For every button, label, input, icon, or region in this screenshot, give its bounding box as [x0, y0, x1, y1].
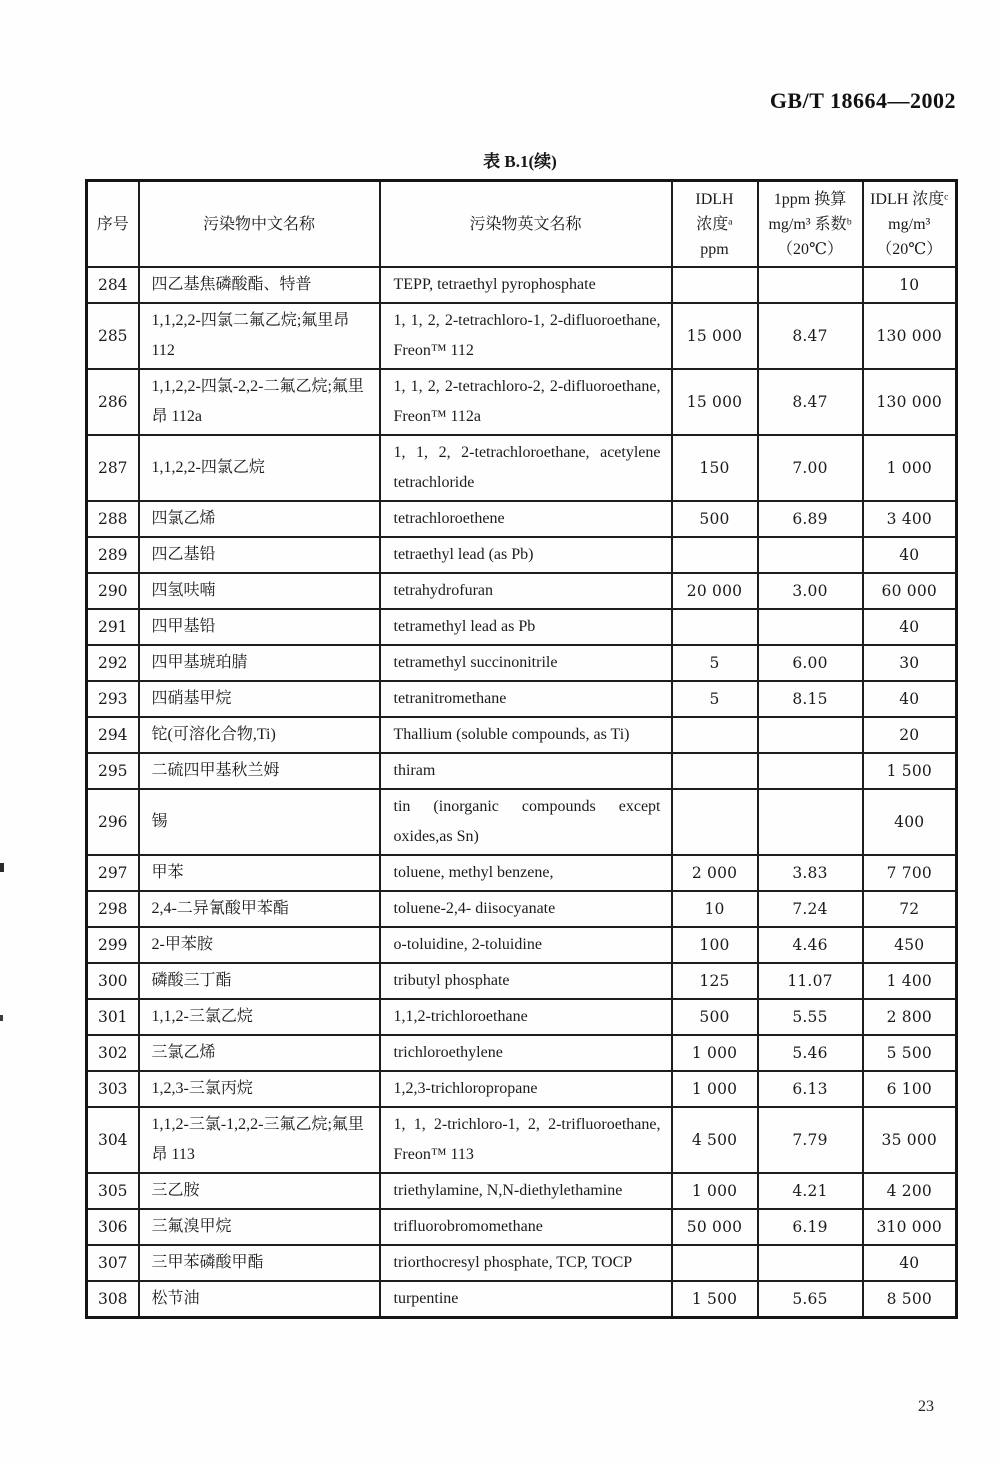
cell-idlh-ppm: [672, 609, 758, 645]
header-chinese-name: [139, 181, 380, 268]
cell-serial-number: 292: [87, 645, 139, 681]
cell-idlh-ppm: 50 000: [672, 1209, 758, 1245]
cell-conversion-factor: 7.24: [758, 891, 863, 927]
cell-conversion-factor: [758, 717, 863, 753]
table-row: [87, 1107, 957, 1173]
cell-serial-number: 299: [87, 927, 139, 963]
scan-artifact: [0, 1015, 3, 1021]
cell-serial-number: 307: [87, 1245, 139, 1281]
cell-idlh-ppm: 1 000: [672, 1035, 758, 1071]
cell-conversion-factor: [758, 267, 863, 303]
cell-idlh-mg: 130 000: [863, 369, 957, 435]
cell-conversion-factor: 8.15: [758, 681, 863, 717]
cell-serial-number: 306: [87, 1209, 139, 1245]
header-conversion-factor-line2: mg/m³ 系数ᵇ: [768, 215, 852, 233]
cell-chinese-name: 2,4-二异氰酸甲苯酯: [139, 891, 380, 927]
cell-serial-number: 294: [87, 717, 139, 753]
cell-idlh-ppm: [672, 717, 758, 753]
cell-idlh-ppm: 1 000: [672, 1173, 758, 1209]
cell-idlh-ppm: 10: [672, 891, 758, 927]
header-serial-number-label: 序号: [96, 215, 129, 233]
cell-idlh-ppm: [672, 267, 758, 303]
header-conversion-factor: [758, 181, 863, 268]
cell-idlh-mg: 4 200: [863, 1173, 957, 1209]
cell-english-name: tetramethyl lead as Pb: [380, 609, 672, 645]
cell-idlh-ppm: [672, 1245, 758, 1281]
cell-idlh-ppm: 20 000: [672, 573, 758, 609]
cell-serial-number: 308: [87, 1281, 139, 1318]
cell-conversion-factor: 3.00: [758, 573, 863, 609]
cell-conversion-factor: 3.83: [758, 855, 863, 891]
cell-conversion-factor: 6.89: [758, 501, 863, 537]
cell-conversion-factor: 4.21: [758, 1173, 863, 1209]
cell-english-name: tetrachloroethene: [380, 501, 672, 537]
cell-chinese-name: 四乙基焦磷酸酯、特普: [139, 267, 380, 303]
cell-idlh-mg: 3 400: [863, 501, 957, 537]
cell-idlh-mg: 60 000: [863, 573, 957, 609]
cell-idlh-mg: 40: [863, 1245, 957, 1281]
cell-serial-number: 293: [87, 681, 139, 717]
cell-idlh-ppm: 1 000: [672, 1071, 758, 1107]
cell-idlh-ppm: 500: [672, 999, 758, 1035]
cell-idlh-mg: 7 700: [863, 855, 957, 891]
table-row: [87, 609, 957, 645]
cell-serial-number: 290: [87, 573, 139, 609]
cell-english-name: Thallium (soluble compounds, as Ti): [380, 717, 672, 753]
cell-english-name: 1,1,2-trichloroethane: [380, 999, 672, 1035]
cell-serial-number: 301: [87, 999, 139, 1035]
cell-idlh-ppm: [672, 537, 758, 573]
cell-english-name: TEPP, tetraethyl pyrophosphate: [380, 267, 672, 303]
table-title: 表 B.1(续): [483, 152, 557, 171]
cell-conversion-factor: 7.79: [758, 1107, 863, 1173]
cell-idlh-ppm: 5: [672, 681, 758, 717]
cell-serial-number: 295: [87, 753, 139, 789]
table-row: [87, 927, 957, 963]
header-idlh-ppm-line2: 浓度ᵃ: [696, 215, 733, 233]
header-english-name-label: 污染物英文名称: [469, 215, 582, 233]
header-conversion-factor-line1: 1ppm 换算: [773, 190, 847, 208]
cell-idlh-mg: 310 000: [863, 1209, 957, 1245]
cell-conversion-factor: 4.46: [758, 927, 863, 963]
cell-conversion-factor: 5.65: [758, 1281, 863, 1318]
cell-chinese-name: 1,2,3-三氯丙烷: [139, 1071, 380, 1107]
table-row: [87, 1035, 957, 1071]
table-row: [87, 501, 957, 537]
cell-conversion-factor: [758, 789, 863, 855]
cell-conversion-factor: 5.55: [758, 999, 863, 1035]
cell-serial-number: 289: [87, 537, 139, 573]
cell-chinese-name: 三乙胺: [139, 1173, 380, 1209]
cell-idlh-mg: 130 000: [863, 303, 957, 369]
cell-serial-number: 298: [87, 891, 139, 927]
cell-serial-number: 305: [87, 1173, 139, 1209]
cell-serial-number: 291: [87, 609, 139, 645]
cell-english-name: 1, 1, 2, 2-tetrachloro-2, 2-difluoroethane, Freon™ 112a: [380, 369, 672, 435]
cell-chinese-name: 三甲苯磷酸甲酯: [139, 1245, 380, 1281]
table-row: [87, 855, 957, 891]
header-chinese-name-label: 污染物中文名称: [202, 215, 315, 233]
cell-chinese-name: 四甲基琥珀腈: [139, 645, 380, 681]
cell-idlh-mg: 2 800: [863, 999, 957, 1035]
cell-idlh-mg: 40: [863, 537, 957, 573]
cell-conversion-factor: [758, 537, 863, 573]
cell-idlh-ppm: 5: [672, 645, 758, 681]
table-row: [87, 1071, 957, 1107]
cell-english-name: thiram: [380, 753, 672, 789]
cell-idlh-mg: 40: [863, 681, 957, 717]
header-english-name: [380, 181, 672, 268]
table-row: [87, 645, 957, 681]
cell-chinese-name: 1,1,2,2-四氯-2,2-二氟乙烷;氟里昂 112a: [139, 369, 380, 435]
cell-serial-number: 300: [87, 963, 139, 999]
table-row: [87, 963, 957, 999]
cell-english-name: o-toluidine, 2-toluidine: [380, 927, 672, 963]
cell-idlh-mg: 10: [863, 267, 957, 303]
cell-serial-number: 288: [87, 501, 139, 537]
cell-chinese-name: 2-甲苯胺: [139, 927, 380, 963]
cell-english-name: trichloroethylene: [380, 1035, 672, 1071]
cell-english-name: 1,2,3-trichloropropane: [380, 1071, 672, 1107]
table-body: [87, 267, 957, 1318]
cell-conversion-factor: 5.46: [758, 1035, 863, 1071]
cell-idlh-ppm: 4 500: [672, 1107, 758, 1173]
cell-english-name: 1, 1, 2, 2-tetrachloroethane, acetylene tetrachloride: [380, 435, 672, 501]
cell-conversion-factor: 8.47: [758, 369, 863, 435]
header-idlh-mg-line1: IDLH 浓度ᶜ: [870, 190, 949, 208]
header-idlh-mg-line2: mg/m³: [888, 215, 931, 233]
header-idlh-ppm: [672, 181, 758, 268]
table-row: [87, 369, 957, 435]
cell-chinese-name: 三氯乙烯: [139, 1035, 380, 1071]
standard-code: GB/T 18664—2002: [769, 88, 956, 113]
cell-chinese-name: 三氟溴甲烷: [139, 1209, 380, 1245]
table-row: [87, 753, 957, 789]
cell-english-name: 1, 1, 2, 2-tetrachloro-1, 2-difluoroethane, Freon™ 112: [380, 303, 672, 369]
pollutant-idlh-table: [85, 179, 958, 1319]
header-idlh-mg: [863, 181, 957, 268]
cell-english-name: tin (inorganic compounds except oxides,as Sn): [380, 789, 672, 855]
cell-chinese-name: 甲苯: [139, 855, 380, 891]
cell-idlh-ppm: 150: [672, 435, 758, 501]
header-idlh-mg-line3: （20℃）: [876, 240, 943, 258]
cell-idlh-ppm: 100: [672, 927, 758, 963]
cell-idlh-ppm: 500: [672, 501, 758, 537]
cell-idlh-mg: 5 500: [863, 1035, 957, 1071]
cell-idlh-mg: 8 500: [863, 1281, 957, 1318]
cell-english-name: triethylamine, N,N-diethylethamine: [380, 1173, 672, 1209]
cell-chinese-name: 1,1,2,2-四氯二氟乙烷;氟里昂 112: [139, 303, 380, 369]
cell-serial-number: 284: [87, 267, 139, 303]
cell-conversion-factor: 7.00: [758, 435, 863, 501]
cell-chinese-name: 1,1,2,2-四氯乙烷: [139, 435, 380, 501]
cell-english-name: toluene-2,4- diisocyanate: [380, 891, 672, 927]
cell-conversion-factor: [758, 753, 863, 789]
cell-serial-number: 304: [87, 1107, 139, 1173]
cell-english-name: triorthocresyl phosphate, TCP, TOCP: [380, 1245, 672, 1281]
cell-conversion-factor: 6.19: [758, 1209, 863, 1245]
cell-conversion-factor: [758, 609, 863, 645]
cell-chinese-name: 铊(可溶化合物,Ti): [139, 717, 380, 753]
cell-serial-number: 297: [87, 855, 139, 891]
cell-chinese-name: 磷酸三丁酯: [139, 963, 380, 999]
cell-chinese-name: 1,1,2-三氯乙烷: [139, 999, 380, 1035]
table-row: [87, 1245, 957, 1281]
cell-serial-number: 302: [87, 1035, 139, 1071]
cell-idlh-ppm: 125: [672, 963, 758, 999]
cell-conversion-factor: 8.47: [758, 303, 863, 369]
header-idlh-ppm-line3: ppm: [700, 240, 729, 258]
table-row: [87, 891, 957, 927]
table-row: [87, 303, 957, 369]
cell-english-name: toluene, methyl benzene,: [380, 855, 672, 891]
cell-idlh-mg: 72: [863, 891, 957, 927]
table-row: [87, 681, 957, 717]
table-row: [87, 789, 957, 855]
cell-english-name: 1, 1, 2-trichloro-1, 2, 2-trifluoroethane, Freon™ 113: [380, 1107, 672, 1173]
cell-idlh-mg: 30: [863, 645, 957, 681]
table-row: [87, 1281, 957, 1318]
cell-idlh-ppm: 1 500: [672, 1281, 758, 1318]
cell-conversion-factor: 6.13: [758, 1071, 863, 1107]
table-row: [87, 267, 957, 303]
table-row: [87, 1209, 957, 1245]
scan-artifact: [0, 863, 4, 872]
cell-chinese-name: 锡: [139, 789, 380, 855]
cell-serial-number: 285: [87, 303, 139, 369]
header-conversion-factor-line3: （20℃）: [777, 240, 843, 258]
cell-english-name: tetrahydrofuran: [380, 573, 672, 609]
cell-idlh-mg: 35 000: [863, 1107, 957, 1173]
cell-idlh-mg: 1 500: [863, 753, 957, 789]
cell-english-name: tetramethyl succinonitrile: [380, 645, 672, 681]
cell-english-name: tributyl phosphate: [380, 963, 672, 999]
cell-chinese-name: 1,1,2-三氯-1,2,2-三氟乙烷;氟里昂 113: [139, 1107, 380, 1173]
cell-idlh-mg: 400: [863, 789, 957, 855]
header-row: [87, 181, 957, 268]
page-number: 23: [918, 1398, 934, 1415]
cell-idlh-ppm: [672, 753, 758, 789]
cell-chinese-name: 四甲基铅: [139, 609, 380, 645]
cell-chinese-name: 松节油: [139, 1281, 380, 1318]
table-row: [87, 999, 957, 1035]
cell-english-name: trifluorobromomethane: [380, 1209, 672, 1245]
cell-idlh-mg: 6 100: [863, 1071, 957, 1107]
cell-idlh-mg: 1 000: [863, 435, 957, 501]
header-serial-number: [87, 181, 139, 268]
cell-idlh-ppm: 15 000: [672, 369, 758, 435]
table-row: [87, 717, 957, 753]
cell-chinese-name: 四硝基甲烷: [139, 681, 380, 717]
cell-serial-number: 296: [87, 789, 139, 855]
cell-english-name: tetraethyl lead (as Pb): [380, 537, 672, 573]
cell-serial-number: 286: [87, 369, 139, 435]
cell-conversion-factor: 11.07: [758, 963, 863, 999]
table-row: [87, 537, 957, 573]
cell-idlh-mg: 450: [863, 927, 957, 963]
cell-idlh-mg: 20: [863, 717, 957, 753]
table-row: [87, 573, 957, 609]
cell-idlh-ppm: 15 000: [672, 303, 758, 369]
cell-chinese-name: 四氢呋喃: [139, 573, 380, 609]
cell-conversion-factor: [758, 1245, 863, 1281]
cell-english-name: turpentine: [380, 1281, 672, 1318]
cell-chinese-name: 二硫四甲基秋兰姆: [139, 753, 380, 789]
cell-chinese-name: 四乙基铅: [139, 537, 380, 573]
cell-serial-number: 287: [87, 435, 139, 501]
cell-english-name: tetranitromethane: [380, 681, 672, 717]
cell-idlh-mg: 1 400: [863, 963, 957, 999]
cell-idlh-ppm: [672, 789, 758, 855]
cell-serial-number: 303: [87, 1071, 139, 1107]
table-row: [87, 1173, 957, 1209]
header-idlh-ppm-line1: IDLH: [695, 190, 734, 208]
cell-idlh-ppm: 2 000: [672, 855, 758, 891]
cell-conversion-factor: 6.00: [758, 645, 863, 681]
table-row: [87, 435, 957, 501]
cell-idlh-mg: 40: [863, 609, 957, 645]
cell-chinese-name: 四氯乙烯: [139, 501, 380, 537]
